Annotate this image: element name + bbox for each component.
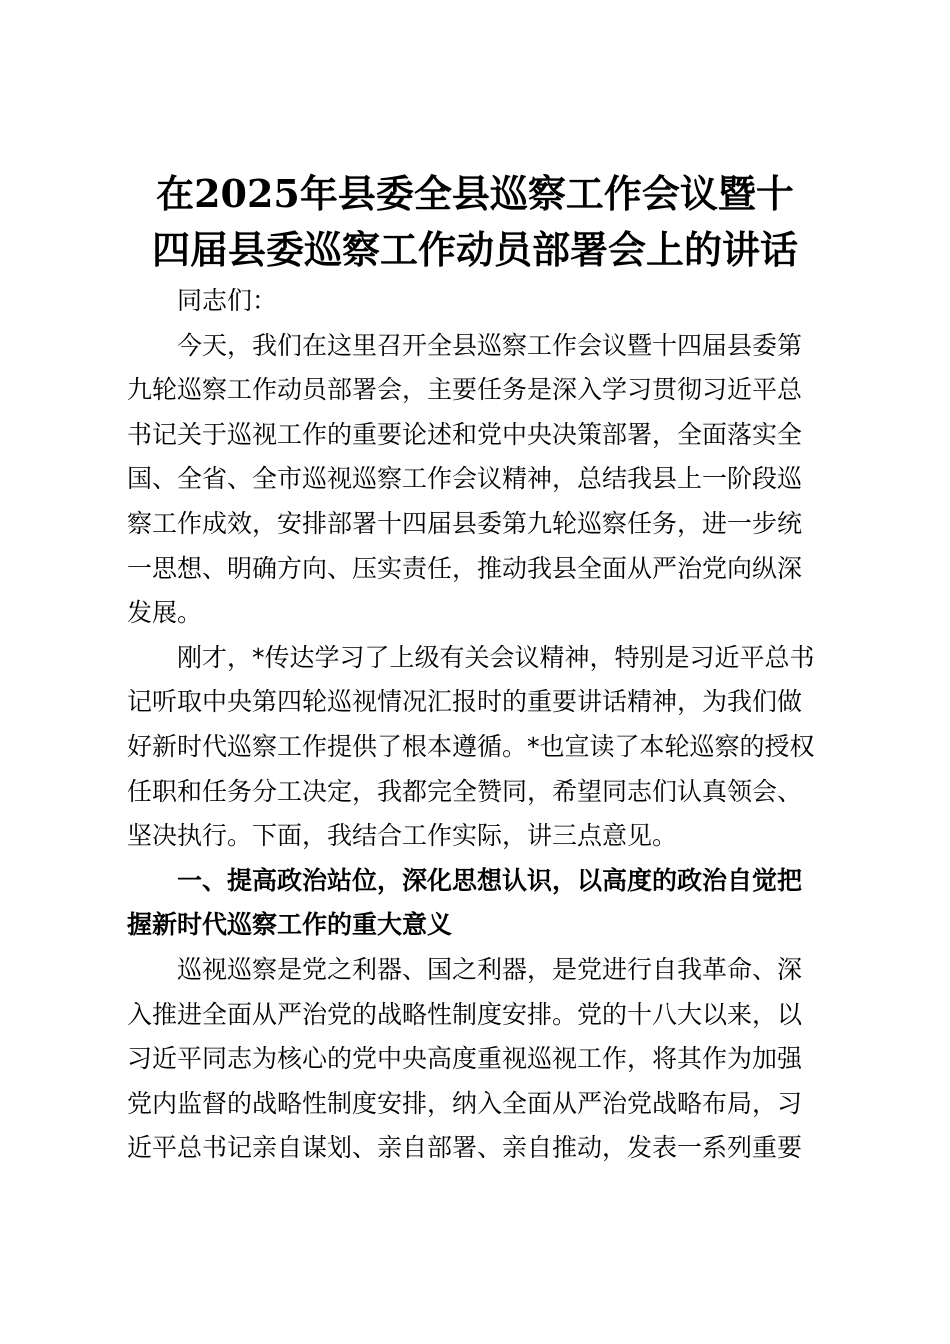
paragraph-review [127, 636, 827, 859]
paragraph-line: 国、全省、全市巡视巡察工作会议精神，总结我县上一阶段巡 [127, 464, 803, 494]
salutation-text: 同志们： [177, 286, 278, 315]
document-title [100, 166, 850, 278]
paragraph-line: 发展。 [127, 598, 203, 628]
paragraph-line: 九轮巡察工作动员部署会，主要任务是深入学习贯彻习近平总 [127, 375, 803, 405]
title-line-2: 四届县委巡察工作动员部署会上的讲话 [151, 227, 798, 272]
paragraph-line: 书记关于巡视工作的重要论述和党中央决策部署，全面落实全 [127, 419, 803, 449]
document-body [127, 279, 827, 1171]
heading-line: 一、提高政治站位，深化思想认识，以高度的政治自觉把 [177, 865, 803, 895]
paragraph-line: 刚才，*传达学习了上级有关会议精神，特别是习近平总书 [177, 642, 815, 672]
heading-line: 握新时代巡察工作的重大意义 [127, 910, 453, 940]
paragraph-line: 记听取中央第四轮巡视情况汇报时的重要讲话精神，为我们做 [127, 687, 803, 717]
paragraph-section-1-body [127, 948, 827, 1171]
paragraph-line: 今天，我们在这里召开全县巡察工作会议暨十四届县委第 [177, 330, 803, 360]
paragraph-line: 习近平同志为核心的党中央高度重视巡视工作，将其作为加强 [127, 1044, 803, 1074]
salutation [127, 279, 827, 324]
section-heading-1 [127, 859, 827, 948]
paragraph-line: 好新时代巡察工作提供了根本遵循。*也宣读了本轮巡察的授权 [127, 731, 815, 761]
paragraph-opening [127, 324, 827, 636]
paragraph-line: 坚决执行。下面，我结合工作实际，讲三点意见。 [127, 821, 678, 851]
paragraph-line: 一思想、明确方向、压实责任，推动我县全面从严治党向纵深 [127, 553, 803, 583]
paragraph-line: 党内监督的战略性制度安排，纳入全面从严治党战略布局，习 [127, 1088, 803, 1118]
paragraph-line: 巡视巡察是党之利器、国之利器，是党进行自我革命、深 [177, 954, 803, 984]
paragraph-line: 入推进全面从严治党的战略性制度安排。党的十八大以来，以 [127, 999, 803, 1029]
paragraph-line: 近平总书记亲自谋划、亲自部署、亲自推动，发表一系列重要 [127, 1133, 803, 1163]
title-line-1: 在2025年县委全县巡察工作会议暨十 [156, 171, 794, 216]
paragraph-line: 任职和任务分工决定，我都完全赞同，希望同志们认真领会、 [127, 776, 803, 806]
paragraph-line: 察工作成效，安排部署十四届县委第九轮巡察任务，进一步统 [127, 508, 803, 538]
